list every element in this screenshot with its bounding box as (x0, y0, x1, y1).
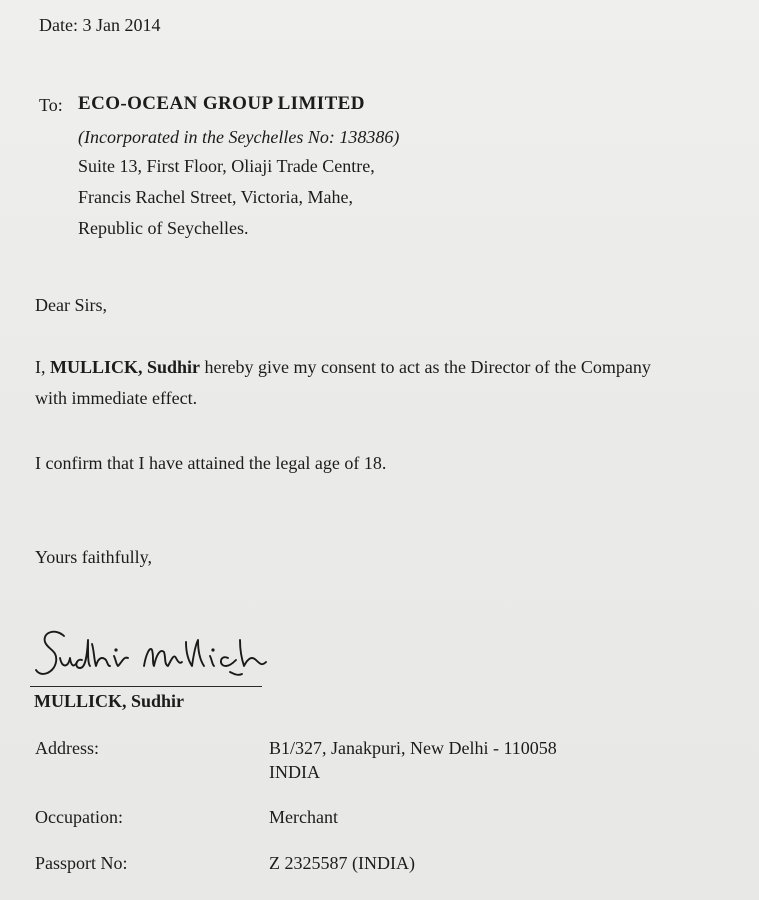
address-value-line-1: B1/327, Janakpuri, New Delhi - 110058 (269, 738, 557, 758)
occupation-label: Occupation: (35, 807, 123, 827)
consent-prefix: I, (35, 357, 46, 377)
incorporation-note: (Incorporated in the Seychelles No: 138386) (78, 127, 400, 147)
recipient-label: To: (39, 95, 63, 115)
handwritten-signature (30, 618, 320, 688)
recipient-address-line-3: Republic of Seychelles. (78, 218, 249, 238)
consent-director-name: MULLICK, Sudhir (50, 357, 201, 377)
recipient-address-line-1: Suite 13, First Floor, Oliaji Trade Centre, (78, 156, 375, 176)
occupation-value: Merchant (269, 807, 338, 827)
passport-value: Z 2325587 (INDIA) (269, 853, 415, 873)
consent-line-1 (35, 356, 651, 378)
salutation: Dear Sirs, (35, 295, 107, 315)
address-label: Address: (35, 738, 99, 758)
recipient-address-line-2: Francis Rachel Street, Victoria, Mahe, (78, 187, 354, 207)
address-value-line-2: INDIA (269, 762, 320, 782)
passport-label: Passport No: (35, 853, 128, 873)
consent-text-line-1: hereby give my consent to act as the Director of the Company (204, 357, 651, 377)
closing: Yours faithfully, (35, 547, 153, 567)
age-confirmation: I confirm that I have attained the legal age of 18. (35, 453, 387, 473)
signature-line (30, 686, 262, 687)
letter-date: Date: 3 Jan 2014 (39, 15, 161, 35)
consent-text-line-2: with immediate effect. (35, 388, 198, 408)
recipient-company-name: ECO-OCEAN GROUP LIMITED (78, 93, 365, 114)
signatory-name: MULLICK, Sudhir (34, 691, 185, 711)
